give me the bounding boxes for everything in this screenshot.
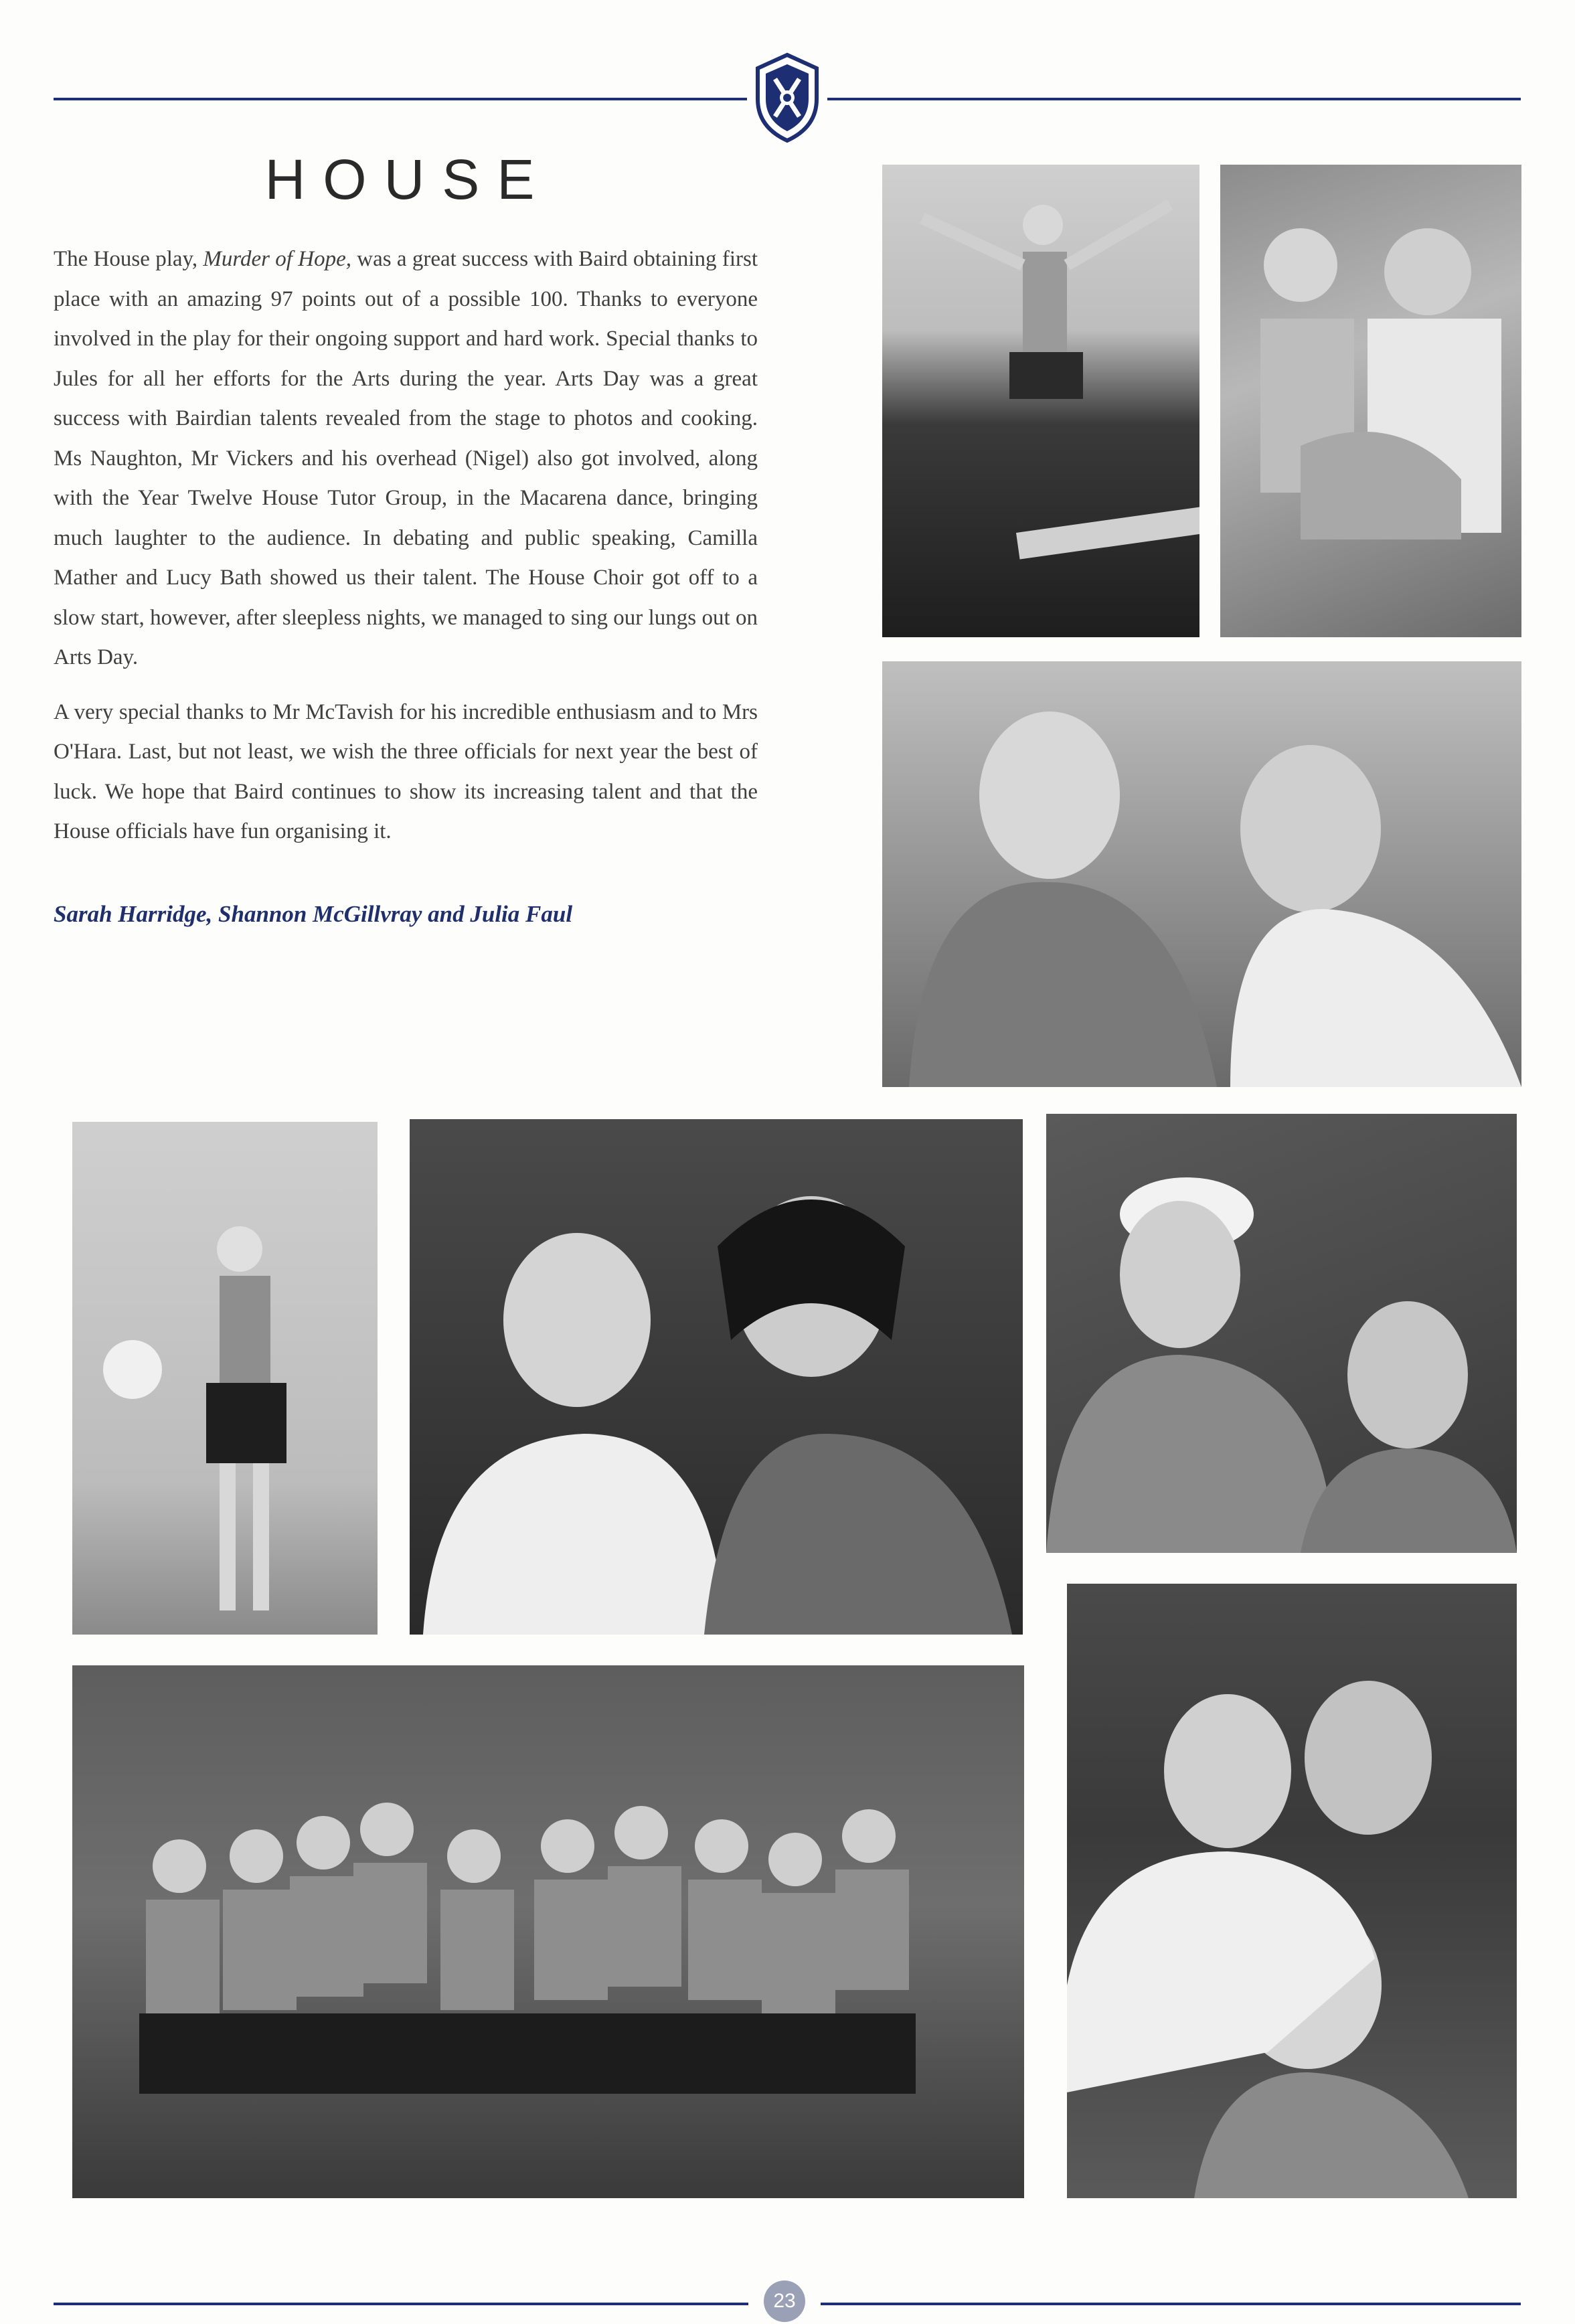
page-title: HOUSE — [264, 148, 552, 211]
p1-body: was a great success with Baird obtaining first place with an amazing 97 points out of a possible 100. Thanks to everyone involved in the play for their ongoing support and hard work. Special thanks to Jules for all her efforts for the Arts during the year. Arts Day was a great success with Bairdian talents revealed from the stage to photos and cooking. Ms Naughton, Mr Vickers and his overhead (Nigel) also got involved, along with the Year Twelve House Tutor Group, in the Macarena dance, bringing much laughter to the audience. In debating and public speaking, Camilla Mather and Lucy Bath showed us their talent. The House Choir got off to a slow start, however, after sleepless nights, we managed to sing our lungs out on Arts Day. — [54, 247, 758, 669]
photo-three-girls-smiling — [1067, 1584, 1517, 2198]
article-paragraph-2: A very special thanks to Mr McTavish for his incredible enthusiasm and to Mrs O'Hara. Last, but not least, we wish the three officials for next year the best of luck. We hope that Baird continues to show its increasing talent and that the House officials have fun organising it. — [54, 699, 758, 843]
article-signoff: Sarah Harridge, Shannon McGillvray and Julia Faul — [54, 901, 573, 927]
p1-intro: The House play, — [54, 247, 203, 271]
footer-rule-right — [821, 2303, 1521, 2305]
photo-girl-with-teacher — [410, 1119, 1023, 1635]
page-number: 23 — [764, 2280, 805, 2322]
header-rule-right — [827, 98, 1521, 100]
photo-girl-balance-beam — [882, 165, 1199, 637]
article-body — [54, 240, 758, 867]
photo-teacher-and-student-costume — [1220, 165, 1521, 637]
article-paragraph-1 — [54, 240, 758, 678]
header-rule-left — [54, 98, 747, 100]
photo-group-of-students — [72, 1665, 1024, 2198]
photo-girls-with-cap — [1046, 1114, 1517, 1553]
school-crest-icon — [752, 52, 822, 143]
footer-rule-left — [54, 2303, 748, 2305]
photo-two-girls-laughing — [882, 661, 1521, 1087]
play-title: Murder of Hope, — [203, 247, 351, 271]
photo-girl-volleyball — [72, 1122, 378, 1635]
